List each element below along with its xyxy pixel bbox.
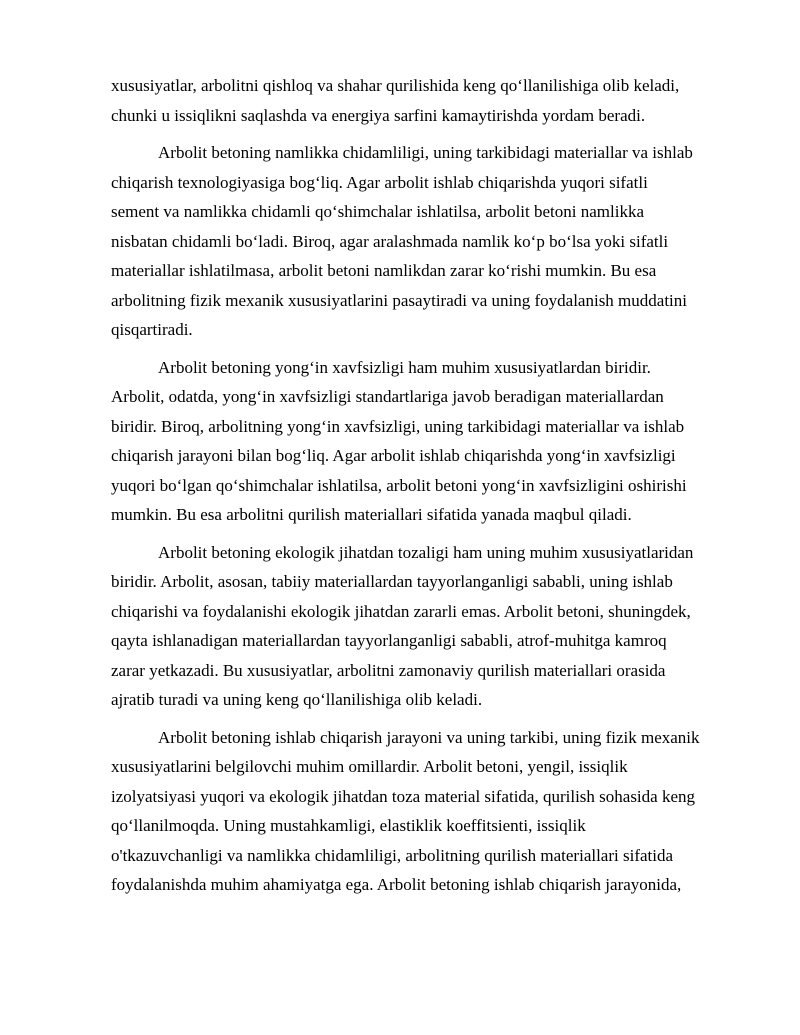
text-line: xususiyatlarini belgilovchi muhim omillardir. Arbolit betoni, yengil, issiqlik xyxy=(111,757,628,776)
text-line: qo‘llanilmoqda. Uning mustahkamligi, elastiklik koeffitsienti, issiqlik xyxy=(111,816,586,835)
text-line: nisbatan chidamli bo‘ladi. Biroq, agar aralashmada namlik ko‘p bo‘lsa yoki sifatli xyxy=(111,231,669,251)
document-page xyxy=(111,71,741,908)
text-line: izolyatsiyasi yuqori va ekologik jihatdan toza material sifatida, qurilish sohasida keng xyxy=(111,786,695,806)
text-line: Arbolit betoning yong‘in xavfsizligi ham muhim xususiyatlardan biridir. xyxy=(158,357,651,377)
text-line: arbolitning fizik mexanik xususiyatlarini pasaytiradi va uning foydalanish muddatini xyxy=(111,290,687,310)
text-line: foydalanishda muhim ahamiyatga ega. Arbolit betoning ishlab chiqarish jarayonida, xyxy=(111,875,682,894)
text-line: chunki u issiqlikni saqlashda va energiya sarfini kamaytirishda yordam beradi. xyxy=(111,105,646,125)
text-line: qisqartiradi. xyxy=(111,320,193,339)
text-line: o'tkazuvchanligi va namlikka chidamliligi, arbolitning qurilish materiallari sifatida xyxy=(111,845,674,865)
text-line: chiqarish texnologiyasiga bog‘liq. Agar arbolit ishlab chiqarishda yuqori sifatli xyxy=(111,172,648,192)
text-line: qayta ishlanadigan materiallardan tayyorlanganligi sababli, atrof-muhitga kamroq xyxy=(111,631,667,650)
text-line: chiqarishi va foydalanishi ekologik jihatdan zararli emas. Arbolit betoni, shuningdek, xyxy=(111,601,691,621)
text-line: Arbolit betoning namlikka chidamliligi, uning tarkibidagi materiallar va ishlab xyxy=(158,143,693,162)
text-line: Arbolit, odatda, yong‘in xavfsizligi standartlariga javob beradigan materiallardan xyxy=(111,387,664,406)
text-line: sement va namlikka chidamli qo‘shimchalar ishlatilsa, arbolit betoni namlikka xyxy=(111,202,645,221)
text-line: xususiyatlar, arbolitni qishloq va shahar qurilishida keng qo‘llanilishiga olib keladi, xyxy=(111,76,680,95)
text-line: mumkin. Bu esa arbolitni qurilish materiallari sifatida yanada maqbul qiladi. xyxy=(111,505,632,524)
text-line: materiallar ishlatilmasa, arbolit betoni namlikdan zarar ko‘rishi mumkin. Bu esa xyxy=(111,261,657,280)
text-line: biridir. Biroq, arbolitning yong‘in xavfsizligi, uning tarkibidagi materiallar va ishlab xyxy=(111,416,685,436)
text-line: Arbolit betoning ekologik jihatdan tozaligi ham uning muhim xususiyatlaridan xyxy=(158,542,694,562)
paragraph xyxy=(111,353,741,530)
text-line: zarar yetkazadi. Bu xususiyatlar, arbolitni zamonaviy qurilish materiallari orasida xyxy=(111,660,666,680)
text-line: Arbolit betoning ishlab chiqarish jarayoni va uning tarkibi, uning fizik mexanik xyxy=(158,727,700,747)
text-line: ajratib turadi va uning keng qo‘llanilishiga olib keladi. xyxy=(111,690,483,709)
text-line: chiqarish jarayoni bilan bog‘liq. Agar arbolit ishlab chiqarishda yong‘in xavfsizligi xyxy=(111,446,676,465)
paragraph xyxy=(111,538,741,715)
paragraph xyxy=(111,723,741,900)
paragraph xyxy=(111,71,741,130)
text-line: biridir. Arbolit, asosan, tabiiy materiallardan tayyorlanganligi sababli, uning ishlab xyxy=(111,572,673,591)
text-line: yuqori bo‘lgan qo‘shimchalar ishlatilsa, arbolit betoni yong‘in xavfsizligini oshirishi xyxy=(111,475,687,495)
paragraph xyxy=(111,138,741,345)
